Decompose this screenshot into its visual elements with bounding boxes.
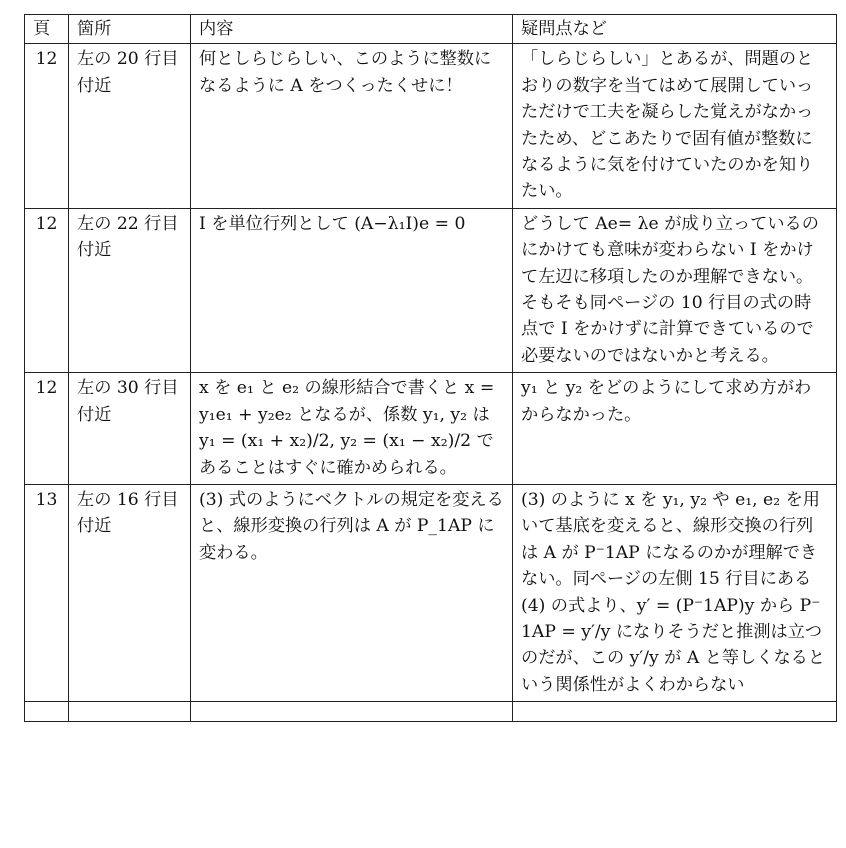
cell-page: 12	[25, 44, 69, 208]
cell-page: 12	[25, 208, 69, 372]
cell-content: 何としらじらしい、このように整数になるように A をつくったくせに！	[191, 44, 513, 208]
header-page: 頁	[25, 15, 69, 44]
cell-page: 13	[25, 484, 69, 701]
cell-location: 左の 20 行目付近	[69, 44, 191, 208]
table-row	[25, 44, 837, 208]
table-row-cut-off	[25, 702, 837, 722]
table-row	[25, 373, 837, 485]
cell-page: 12	[25, 373, 69, 485]
cell-location: 左の 22 行目付近	[69, 208, 191, 372]
cell-question: 「しらじらしい」とあるが、問題のとおりの数字を当てはめて展開していっただけで工夫を凝らした覚えがなかったため、どこあたりで固有値が整数になるように気を付けていたのかを知りたい。	[513, 44, 837, 208]
cell-question: どうして Ae= λe が成り立っているのにかけても意味が変わらない I をかけて左辺に移項したのか理解できない。そもそも同ページの 10 行目の式の時点で I をかけずに計算できているので必要ないのではないかと考える。	[513, 208, 837, 372]
cell-cut-off	[191, 702, 513, 722]
cell-location: 左の 16 行目付近	[69, 484, 191, 701]
header-question: 疑問点など	[513, 15, 837, 44]
question-table	[24, 14, 837, 722]
cell-content: (3) 式のようにベクトルの規定を変えると、線形変換の行列は A が P_1AP に変わる。	[191, 484, 513, 701]
header-content: 内容	[191, 15, 513, 44]
cell-question: (3) のように x を y₁, y₂ や e₁, e₂ を用いて基底を変えると、線形交換の行列は A が P⁻1AP になるのかが理解できない。同ページの左側 15 行目にある (4) の式より、y′ = (P⁻1AP)y から P⁻1AP = y′/y になりそうだと推測は立つのだが、この y′/y が A と等しくなるという関係性がよくわからない	[513, 484, 837, 701]
cell-cut-off	[25, 702, 69, 722]
cell-content: x を e₁ と e₂ の線形結合で書くと x = y₁e₁ + y₂e₂ となるが、係数 y₁, y₂ は y₁ = (x₁ + x₂)/2, y₂ = (x₁ − x₂)/2 であることはすぐに確かめられる。	[191, 373, 513, 485]
cell-location: 左の 30 行目付近	[69, 373, 191, 485]
table-row	[25, 484, 837, 701]
cell-question: y₁ と y₂ をどのようにして求め方がわからなかった。	[513, 373, 837, 485]
cell-content: I を単位行列として (A−λ₁I)e = 0	[191, 208, 513, 372]
table-header-row	[25, 15, 837, 44]
document-page	[24, 14, 836, 722]
cell-cut-off	[69, 702, 191, 722]
table-row	[25, 208, 837, 372]
header-location: 箇所	[69, 15, 191, 44]
cell-cut-off	[513, 702, 837, 722]
